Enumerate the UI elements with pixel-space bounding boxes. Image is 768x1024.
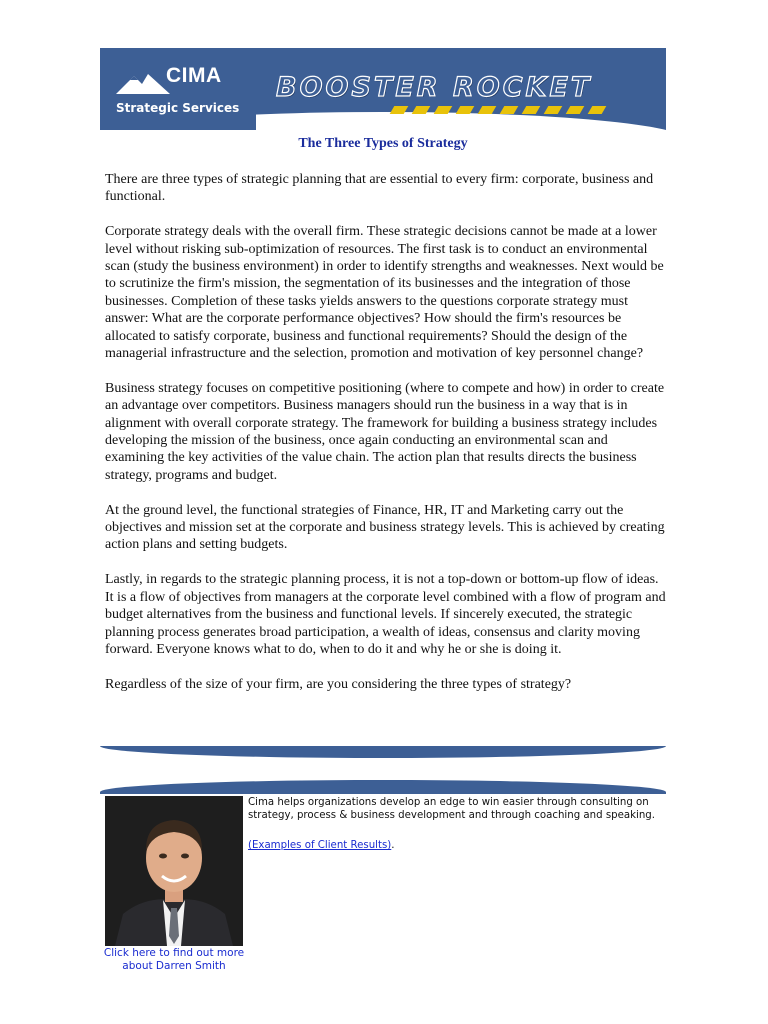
- bio-description: Cima helps organizations develop an edge to win easier through consulting on strategy, process & business development and through coaching and speaking.: [248, 797, 655, 821]
- paragraph-functional: At the ground level, the functional strategies of Finance, HR, IT and Marketing carry out the objectives and mission set at the corporate and business strategy levels. This is achieved by creating action plans and setting budgets.: [105, 502, 665, 553]
- client-results-line: [248, 840, 395, 851]
- paragraph-process: Lastly, in regards to the strategic planning process, it is not a top-down or bottom-up flow of ideas. It is a flow of objectives from managers at the corporate level combined with a flow of program and budget alternatives from the business and functional levels. If sincerely executed, the strategic planning process generates broad participation, a wealth of ideas, consensus and clarity moving forward. Everyone knows what to do, when to do it and why he or she is doing it.: [105, 572, 666, 657]
- author-photo[interactable]: [105, 796, 243, 946]
- footer-divider-bottom: [100, 776, 666, 794]
- portrait-image: [105, 796, 243, 946]
- footer-divider-top: [100, 746, 666, 764]
- paragraph-closing: Regardless of the size of your firm, are you considering the three types of strategy?: [105, 676, 572, 692]
- speed-stripes: [392, 106, 622, 114]
- link-period: .: [391, 840, 395, 851]
- paragraph-business: Business strategy focuses on competitive positioning (where to compete and how) in order to create an advantage over competitors. Business managers should run the business in a way that is in alignment with overall corporate strategy. The framework for building a business strategy includes developing the mission of the business, once again conducting an environmental scan and examining the key activities of the value chain. The action plan that results directs the business strategy, programs and budget.: [105, 380, 665, 483]
- banner-title: BOOSTER ROCKET: [276, 72, 593, 103]
- client-results-link[interactable]: (Examples of Client Results): [248, 840, 392, 851]
- mountain-logo-icon: [114, 68, 174, 96]
- paragraph-corporate: Corporate strategy deals with the overall firm. These strategic decisions cannot be made at a lower level without risking sub-optimization of resources. The first task is to conduct an environmental scan (study the business environment) in order to identify strengths and weaknesses. Next would be to scrutinize the firm's mission, the segmentation of its businesses and the integration of those businesses. Completion of these tasks yields answers to the questions corporate strategy must answer: What are the corporate performance objectives? How should the firm's resources be allocated to satisfy corporate, business and functional requirements? Should the design of the managerial infrastructure and the selection, promotion and motivation of key personnel change?: [105, 224, 664, 362]
- author-link[interactable]: Click here to find out more about Darren Smith: [103, 947, 245, 972]
- article-title: The Three Types of Strategy: [298, 136, 468, 151]
- logo-name: CIMA: [166, 64, 222, 87]
- header-banner: [100, 48, 666, 130]
- paragraph-intro: There are three types of strategic planning that are essential to every firm: corporate, business and functional.: [105, 172, 654, 205]
- article-body: [105, 171, 670, 711]
- logo-subtitle: Strategic Services: [116, 101, 240, 115]
